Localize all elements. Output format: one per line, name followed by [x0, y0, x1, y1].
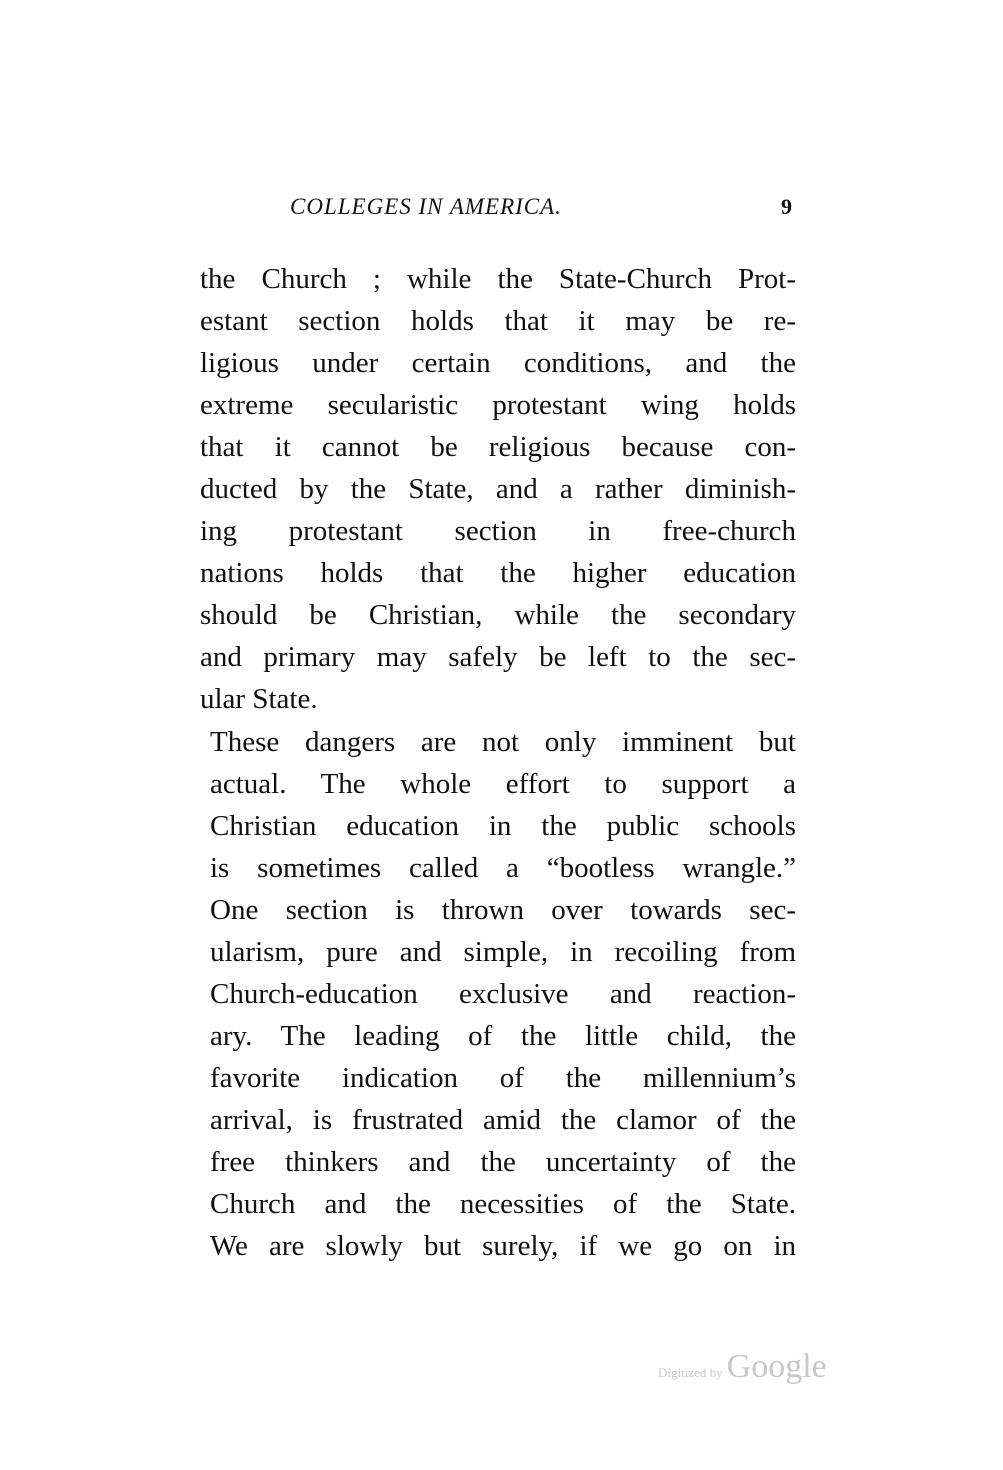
text-line: Christian education in the public schools [210, 810, 796, 842]
text-line: favorite indication of the millennium’s [210, 1062, 796, 1094]
text-line: arrival, is frustrated amid the clamor of the [210, 1104, 796, 1136]
text-line: ary. The leading of the little child, the [210, 1020, 796, 1052]
text-line: should be Christian, while the secondary [200, 599, 796, 631]
text-line: ducted by the State, and a rather diminish- [200, 473, 796, 505]
paragraph-2 [210, 721, 796, 1267]
text-line: ular State. [200, 683, 318, 715]
text-line: We are slowly but surely, if we go on in [210, 1230, 796, 1262]
text-line: is sometimes called a “bootless wrangle.” [210, 852, 796, 884]
page-number: 9 [781, 194, 792, 219]
page-header [290, 194, 800, 230]
text-line: free thinkers and the uncertainty of the [210, 1146, 796, 1178]
paragraph-1 [200, 258, 796, 720]
watermark-brand: Google [726, 1348, 827, 1385]
text-line: nations holds that the higher education [200, 557, 796, 589]
text-line: Church-education exclusive and reaction- [210, 978, 796, 1010]
text-line: actual. The whole effort to support a [210, 768, 796, 800]
text-line: These dangers are not only imminent but [210, 726, 796, 758]
body-text [200, 258, 796, 1267]
text-line: Church and the necessities of the State. [210, 1188, 796, 1220]
text-line: estant section holds that it may be re- [200, 305, 796, 337]
text-line: ularism, pure and simple, in recoiling from [210, 936, 796, 968]
watermark-prefix: Digitized by [658, 1365, 723, 1380]
text-line: One section is thrown over towards sec- [210, 894, 796, 926]
text-line: extreme secularistic protestant wing holds [200, 389, 796, 421]
text-line: ligious under certain conditions, and the [200, 347, 796, 379]
text-line: and primary may safely be left to the sec- [200, 641, 796, 673]
text-line: the Church ; while the State-Church Prot- [200, 263, 796, 295]
digitized-by-google-watermark [658, 1348, 827, 1386]
text-line: ing protestant section in free-church [200, 515, 796, 547]
running-title: COLLEGES IN AMERICA. [290, 194, 562, 219]
text-line: that it cannot be religious because con- [200, 431, 796, 463]
